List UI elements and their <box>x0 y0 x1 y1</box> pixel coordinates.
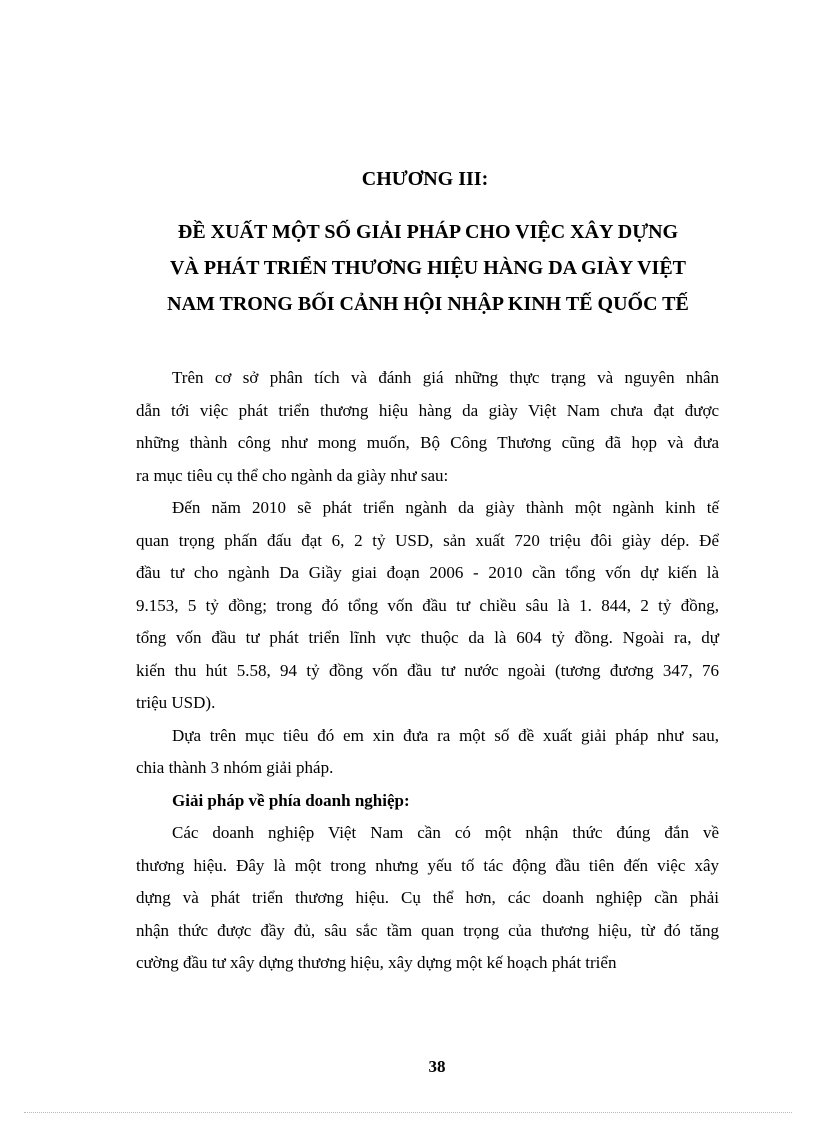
paragraph <box>136 362 719 492</box>
text-line: Đến năm 2010 sẽ phát triển ngành da giày thành một ngành kinh tế <box>172 498 719 517</box>
text-line: nhận thức được đầy đủ, sâu sắc tầm quan trọng của thương hiệu, từ đó tăng <box>136 920 719 940</box>
section-heading: Giải pháp về phía doanh nghiệp: <box>172 790 410 810</box>
chapter-title-line: VÀ PHÁT TRIỂN THƯƠNG HIỆU HÀNG DA GIÀY VIỆT <box>169 257 686 279</box>
chapter-title-line: ĐỀ XUẤT MỘT SỐ GIẢI PHÁP CHO VIỆC XÂY DỰNG <box>177 221 679 243</box>
chapter-title <box>128 214 728 322</box>
text-line: dựng và phát triển thương hiệu. Cụ thể hơn, các doanh nghiệp cần phải <box>136 888 719 907</box>
text-line: ra mục tiêu cụ thể cho ngành da giày như sau: <box>136 465 449 485</box>
text-line: những thành công như mong muốn, Bộ Công Thương cũng đã họp và đưa <box>136 433 719 452</box>
chapter-heading: CHƯƠNG III: <box>361 168 489 190</box>
paragraph <box>136 492 719 720</box>
section-heading-paragraph <box>136 785 719 818</box>
text-line: đầu tư cho ngành Da Giầy giai đoạn 2006 - 2010 cần tổng vốn dự kiến là <box>136 563 719 582</box>
text-line: Dựa trên mục tiêu đó em xin đưa ra một số đề xuất giải pháp như sau, <box>172 725 719 745</box>
paragraph <box>136 720 719 785</box>
text-line: cường đầu tư xây dựng thương hiệu, xây dựng một kế hoạch phát triển <box>136 953 617 972</box>
page-number: 38 <box>428 1057 446 1076</box>
text-line: Các doanh nghiệp Việt Nam cần có một nhận thức đúng đắn về <box>172 823 719 842</box>
text-line: tổng vốn đầu tư phát triển lĩnh vực thuộc da là 604 tỷ đồng. Ngoài ra, dự <box>136 628 719 647</box>
chapter-title-line: NAM TRONG BỐI CẢNH HỘI NHẬP KINH TẾ QUỐC TẾ <box>167 293 689 315</box>
body-text <box>136 362 719 980</box>
paragraph <box>136 817 719 980</box>
text-line: quan trọng phấn đấu đạt 6, 2 tỷ USD, sản xuất 720 triệu đôi giày dép. Để <box>136 530 719 550</box>
text-line: triệu USD). <box>136 693 216 712</box>
text-line: 9.153, 5 tỷ đồng; trong đó tổng vốn đầu tư chiều sâu là 1. 844, 2 tỷ đồng, <box>136 595 719 615</box>
text-line: chia thành 3 nhóm giải pháp. <box>136 758 334 777</box>
text-line: dẫn tới việc phát triển thương hiệu hàng da giày Việt Nam chưa đạt được <box>136 400 719 420</box>
text-line: thương hiệu. Đây là một trong nhưng yếu tố tác động đầu tiên đến việc xây <box>136 855 719 875</box>
page-bottom-divider <box>24 1112 792 1113</box>
text-line: Trên cơ sở phân tích và đánh giá những thực trạng và nguyên nhân <box>172 368 719 387</box>
text-line: kiến thu hút 5.58, 94 tỷ đồng vốn đầu tư nước ngoài (tương đương 347, 76 <box>136 660 719 680</box>
